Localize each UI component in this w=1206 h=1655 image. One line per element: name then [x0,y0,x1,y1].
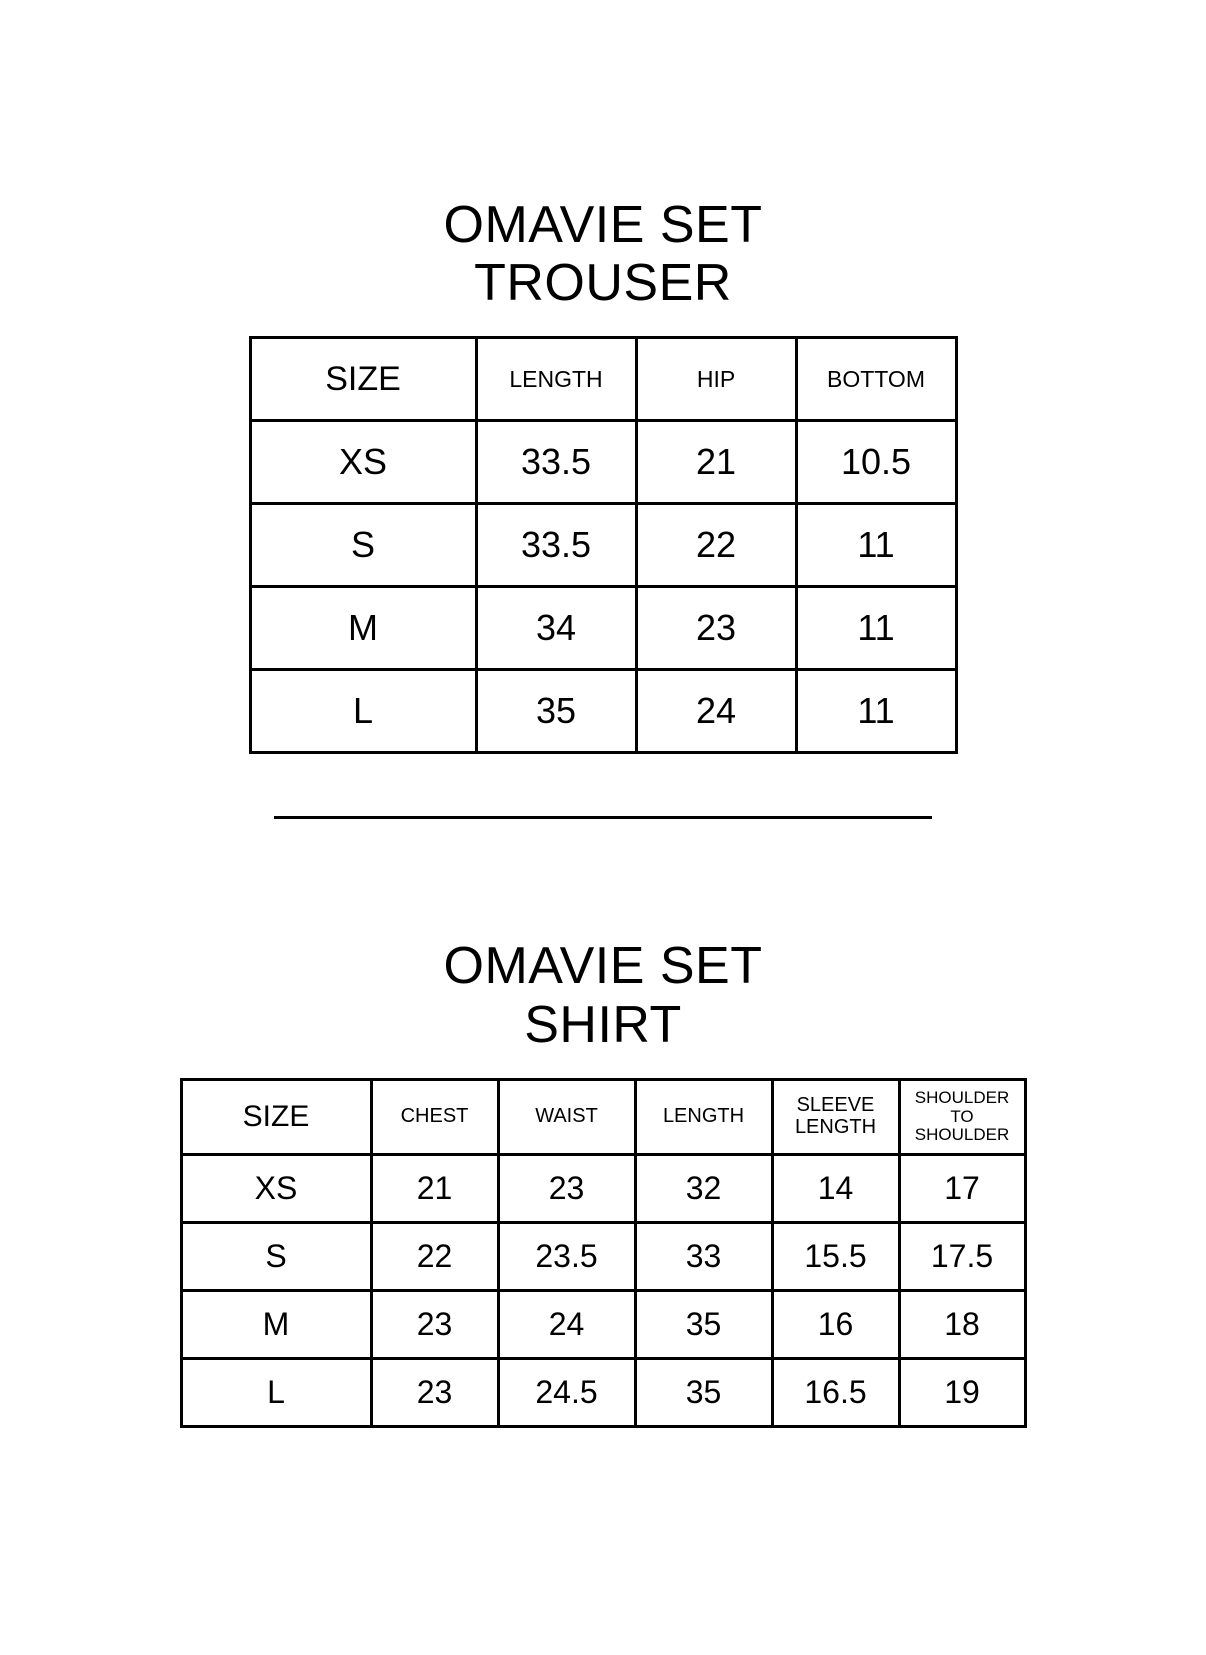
shirt-title [444,937,763,1053]
cell-hip: 23 [636,587,796,670]
column-header-sleeve-length [772,1079,899,1154]
cell-sleeve-length: 16 [772,1290,899,1358]
cell-length: 35 [635,1358,772,1426]
cell-chest: 23 [371,1358,498,1426]
column-header-chest: CHEST [371,1079,498,1154]
table-row [250,421,956,504]
shirt-title-line-2: SHIRT [524,995,682,1054]
cell-sleeve-length: 16.5 [772,1358,899,1426]
column-header-hip: HIP [636,338,796,421]
table-row [250,504,956,587]
cell-shoulder: 17.5 [899,1222,1025,1290]
table-header-row [181,1079,1025,1154]
cell-shoulder: 17 [899,1154,1025,1222]
cell-bottom: 11 [796,587,956,670]
shirt-size-table [180,1078,1027,1428]
column-header-waist: WAIST [498,1079,635,1154]
cell-length: 34 [476,587,636,670]
trouser-section [0,196,1206,754]
column-header-length: LENGTH [476,338,636,421]
cell-length: 33.5 [476,421,636,504]
column-header-shoulder-to-shoulder [899,1079,1025,1154]
cell-hip: 22 [636,504,796,587]
cell-size: L [250,670,476,753]
trouser-title-line-1: OMAVIE SET [443,196,763,254]
trouser-size-table [249,336,958,754]
table-row [250,670,956,753]
column-header-size: SIZE [250,338,476,421]
shoulder-header-line-1: SHOULDER [914,1088,1010,1108]
cell-waist: 23.5 [498,1222,635,1290]
cell-size: XS [250,421,476,504]
sleeve-header-line-2: LENGTH [794,1115,877,1138]
table-row [181,1358,1025,1426]
cell-shoulder: 18 [899,1290,1025,1358]
shirt-title-line-1: OMAVIE SET [443,937,763,996]
cell-chest: 23 [371,1290,498,1358]
table-row [181,1222,1025,1290]
cell-size: S [250,504,476,587]
cell-sleeve-length: 14 [772,1154,899,1222]
cell-size: M [250,587,476,670]
cell-chest: 22 [371,1222,498,1290]
cell-length: 33 [635,1222,772,1290]
trouser-title [444,196,763,312]
cell-size: XS [181,1154,371,1222]
cell-waist: 24.5 [498,1358,635,1426]
shirt-section [0,937,1206,1427]
sleeve-header-line-1: SLEEVE [796,1094,875,1117]
cell-chest: 21 [371,1154,498,1222]
cell-length: 33.5 [476,504,636,587]
cell-length: 32 [635,1154,772,1222]
cell-waist: 24 [498,1290,635,1358]
cell-size: S [181,1222,371,1290]
table-row [250,587,956,670]
column-header-size: SIZE [181,1079,371,1154]
cell-length: 35 [635,1290,772,1358]
cell-size: L [181,1358,371,1426]
cell-bottom: 10.5 [796,421,956,504]
cell-bottom: 11 [796,504,956,587]
cell-hip: 21 [636,421,796,504]
column-header-length: LENGTH [635,1079,772,1154]
column-header-bottom: BOTTOM [796,338,956,421]
cell-bottom: 11 [796,670,956,753]
trouser-title-line-2: TROUSER [474,254,732,313]
shoulder-header-line-3: SHOULDER [914,1125,1010,1145]
table-row [181,1290,1025,1358]
cell-length: 35 [476,670,636,753]
table-row [181,1154,1025,1222]
table-header-row [250,338,956,421]
cell-hip: 24 [636,670,796,753]
cell-shoulder: 19 [899,1358,1025,1426]
section-divider [274,816,932,819]
cell-size: M [181,1290,371,1358]
cell-sleeve-length: 15.5 [772,1222,899,1290]
shoulder-header-line-2: TO [950,1106,974,1126]
cell-waist: 23 [498,1154,635,1222]
